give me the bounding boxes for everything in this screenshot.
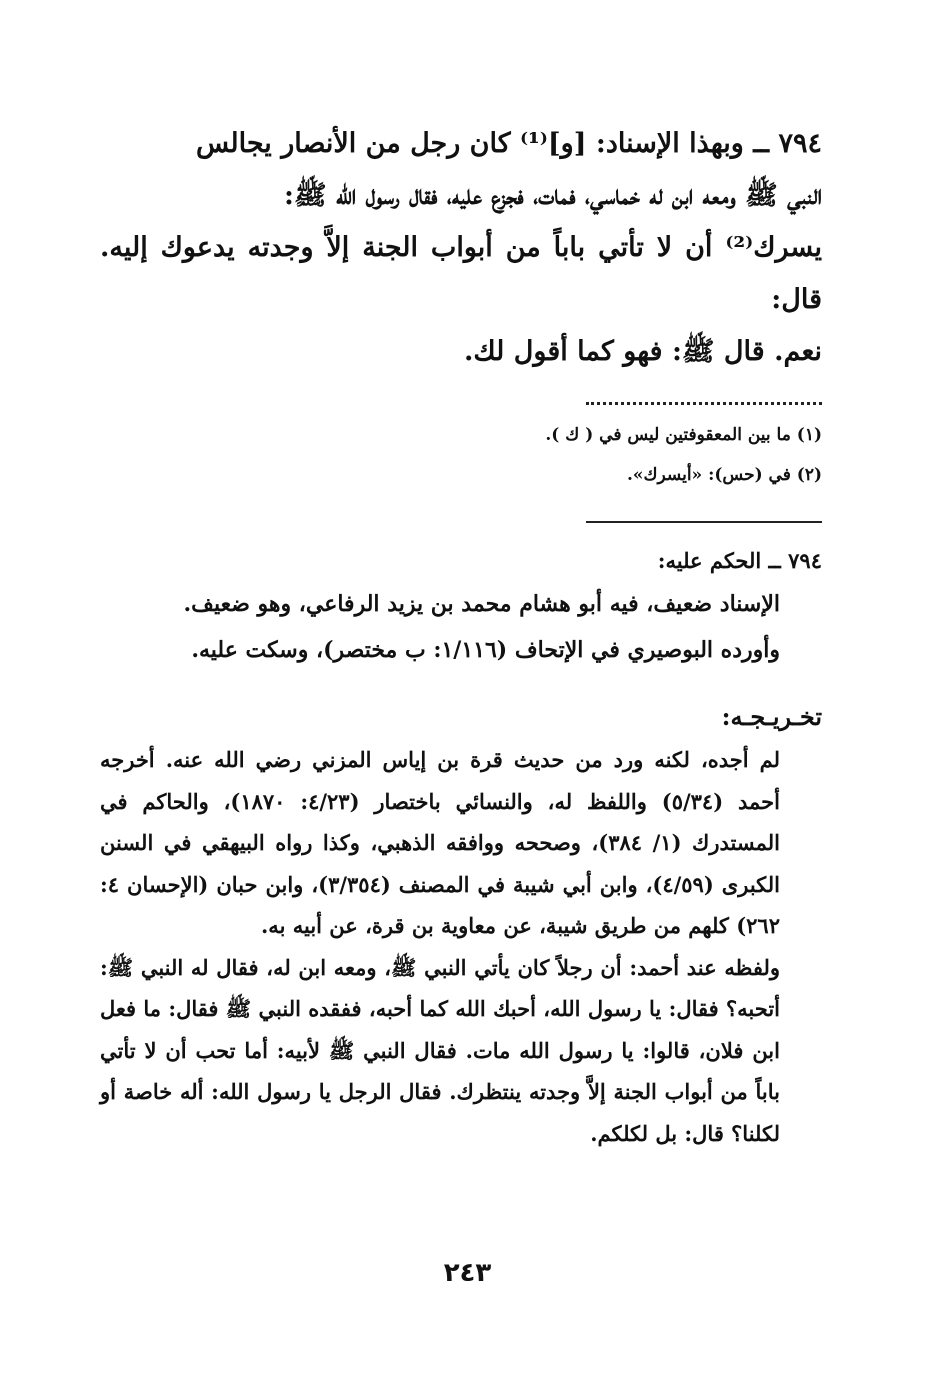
takhrij-paragraph: ولفظه عند أحمد: أن رجلاً كان يأتي النبي ﷺ، ومعه ابن له، فقال له النبي ﷺ: أتحبه؟ فقال: يا رسول الله، أحبك الله كما أحبه، ففقده النبي ﷺ فقال: ما فعل ابن فلان، قالوا: يا رسول الله مات. فقال النبي ﷺ لأبيه: أما تحب أن لا تأتي باباً من أبواب الجنة إلاَّ وجدته ينتظرك. فقال الرجل يا رسول الله: أله خاصة أو لكلنا؟ قال: بل لكلكم. (100, 954, 780, 1146)
hadith-line: ٧٩٤ ــ وبهذا الإسناد: [و]⁽¹⁾ كان رجل من الأنصار يجالس (195, 128, 822, 159)
takhrij-heading: تخـريـجـه: (721, 702, 822, 731)
hadith-line: النبي ﷺ ومعه ابن له خماسي، فمات، فجزع عليه، فقال رسول الله ﷺ: (284, 180, 822, 211)
footnote: (٢) في (حس): «أيسرك». (626, 465, 822, 485)
page-number: ٢٤٣ (443, 1258, 492, 1288)
takhrij-paragraph: لم أجده، لكنه ورد من حديث قرة بن إياس المزني رضي الله عنه. أخرجه أحمد (٥/٣٤) واللفظ له، والنسائي باختصار (٤/٢٣: ١٨٧٠)، والحاكم في المستدرك (١/ ٣٨٤)، وصححه ووافقه الذهبي، وكذا رواه البيهقي في السنن الكبرى (٤/٥٩)، وابن أبي شيبة في المصنف (٣/٣٥٤)، وابن حبان (الإحسان ٤: ٢٦٢) كلهم من طريق شيبة، عن معاوية بن قرة، عن أبيه به. (100, 747, 780, 938)
section-divider (586, 521, 822, 523)
hadith-text (100, 118, 822, 378)
hadith-line: يسرك⁽²⁾ أن لا تأتي باباً من أبواب الجنة إلاَّ وجدته يدعوك إليه. قال: (100, 232, 822, 315)
footnote: (١) ما بين المعقوفتين ليس في ( ك ). (545, 425, 822, 445)
footnote-separator (586, 392, 822, 405)
ruling-text (100, 581, 822, 673)
hadith-line: نعم. قال ﷺ: فهو كما أقول لك. (464, 336, 822, 367)
ruling-heading: ٧٩٤ ــ الحكم عليه: (657, 548, 822, 573)
page-body (100, 118, 822, 1154)
footnotes (100, 415, 822, 495)
ruling-paragraph: وأورده البوصيري في الإتحاف (١/١١٦: ب مختصر)، وسكت عليه. (191, 637, 780, 663)
ruling-paragraph: الإسناد ضعيف، فيه أبو هشام محمد بن يزيد الرفاعي، وهو ضعيف. (183, 591, 780, 617)
takhrij-text (100, 739, 822, 1154)
